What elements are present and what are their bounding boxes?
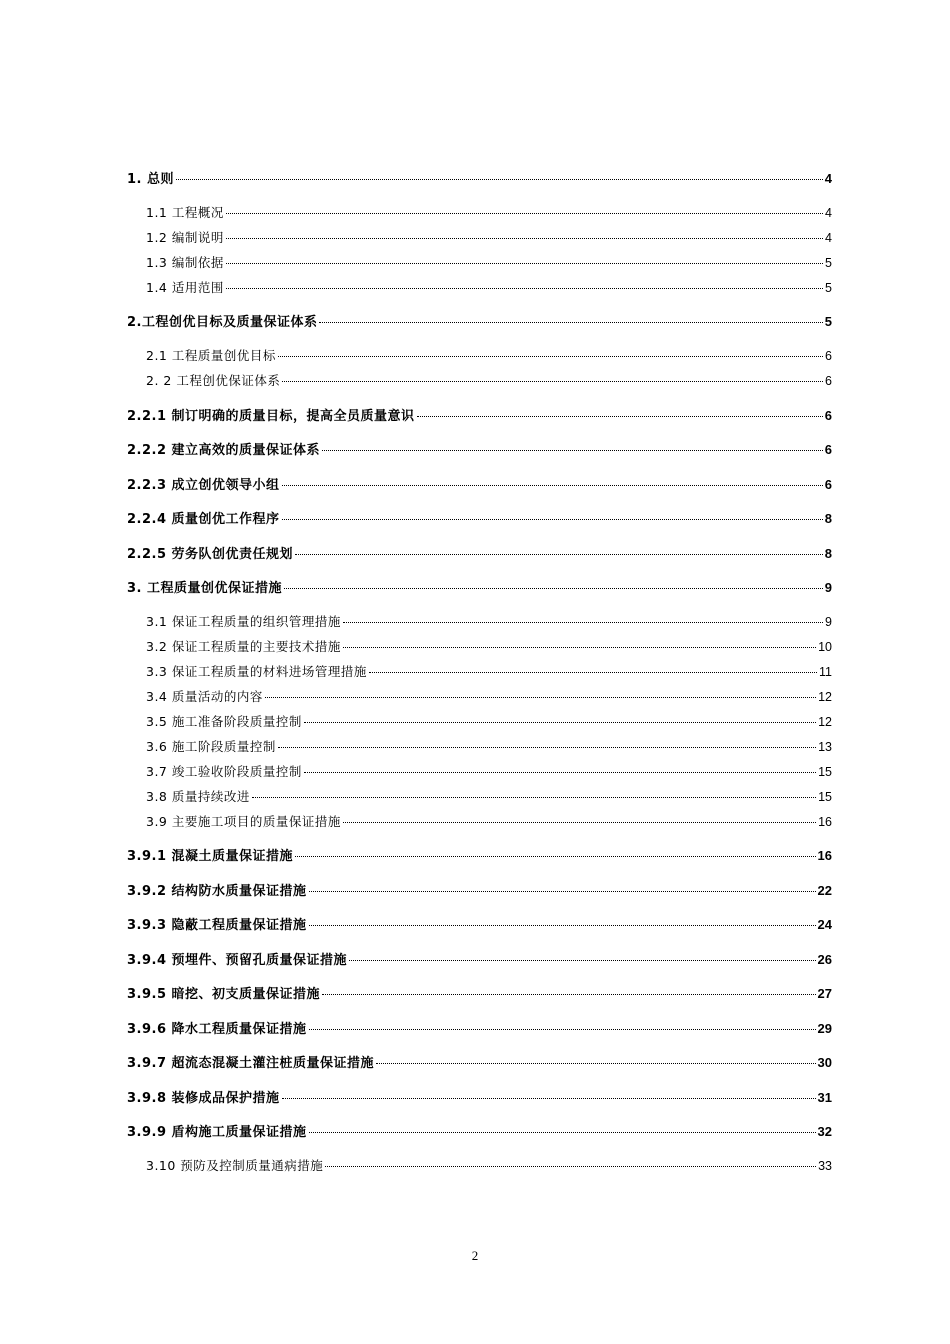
toc-entry-label: 2.2.3 成立创优领导小组 xyxy=(127,478,280,493)
toc-entry-page: 5 xyxy=(825,281,832,295)
toc-entry[interactable] xyxy=(127,545,832,564)
toc-entry-label: 2.1 工程质量创优目标 xyxy=(146,348,276,363)
toc-entry-page: 11 xyxy=(819,665,832,679)
toc-entry-page: 6 xyxy=(825,374,832,388)
toc-leader-dots xyxy=(226,263,823,264)
toc-leader-dots xyxy=(265,697,816,698)
toc-entry-page: 27 xyxy=(817,986,832,1001)
toc-entry-label: 2.工程创优目标及质量保证体系 xyxy=(127,315,318,330)
toc-leader-dots xyxy=(284,588,823,589)
toc-leader-dots xyxy=(343,822,816,823)
toc-entry-label: 3.9.3 隐蔽工程质量保证措施 xyxy=(127,918,307,933)
toc-leader-dots xyxy=(304,722,816,723)
toc-leader-dots xyxy=(319,322,822,323)
toc-leader-dots xyxy=(226,238,823,239)
toc-entry[interactable] xyxy=(146,813,832,831)
toc-leader-dots xyxy=(343,647,816,648)
toc-leader-dots xyxy=(369,672,817,673)
toc-entry-label: 3.9.8 装修成品保护措施 xyxy=(127,1091,280,1106)
toc-entry[interactable] xyxy=(146,688,832,706)
toc-entry-page: 4 xyxy=(824,171,832,186)
toc-entry-label: 3.6 施工阶段质量控制 xyxy=(146,739,276,754)
toc-entry[interactable] xyxy=(127,407,832,426)
toc-entry-page: 5 xyxy=(825,256,832,270)
toc-entry-page: 29 xyxy=(817,1021,832,1036)
toc-entry[interactable] xyxy=(146,713,832,731)
toc-entry-page: 6 xyxy=(824,408,832,423)
toc-entry-label: 1.4 适用范围 xyxy=(146,280,224,295)
toc-leader-dots xyxy=(322,450,823,451)
toc-entry-label: 3.10 预防及控制质量通病措施 xyxy=(146,1158,324,1173)
toc-entry-page: 9 xyxy=(824,580,832,595)
toc-entry-label: 2.2.4 质量创优工作程序 xyxy=(127,512,280,527)
toc-entry-label: 3.9.7 超流态混凝土灌注桩质量保证措施 xyxy=(127,1056,375,1071)
toc-entry-page: 5 xyxy=(824,314,832,329)
toc-entry[interactable] xyxy=(146,788,832,806)
toc-entry-page: 15 xyxy=(818,765,832,779)
toc-entry[interactable] xyxy=(146,638,832,656)
toc-entry-label: 1.3 编制依据 xyxy=(146,255,224,270)
toc-entry[interactable] xyxy=(146,372,832,390)
toc-entry-label: 3.9.1 混凝土质量保证措施 xyxy=(127,849,294,864)
toc-entry-page: 16 xyxy=(818,815,832,829)
toc-leader-dots xyxy=(309,891,816,892)
toc-leader-dots xyxy=(309,1132,816,1133)
toc-entry[interactable] xyxy=(127,510,832,529)
toc-entry[interactable] xyxy=(127,882,832,901)
toc-entry-label: 3.4 质量活动的内容 xyxy=(146,689,263,704)
toc-leader-dots xyxy=(309,1029,816,1030)
toc-entry-label: 3.9 主要施工项目的质量保证措施 xyxy=(146,814,341,829)
toc-entry[interactable] xyxy=(127,313,832,332)
toc-entry[interactable] xyxy=(127,441,832,460)
toc-entry-page: 4 xyxy=(825,231,832,245)
toc-entry-label: 2.2.1 制订明确的质量目标，提高全员质量意识 xyxy=(127,409,415,424)
toc-leader-dots xyxy=(278,747,816,748)
toc-entry-page: 4 xyxy=(825,206,832,220)
toc-entry-page: 6 xyxy=(825,349,832,363)
toc-entry-page: 26 xyxy=(817,952,832,967)
toc-leader-dots xyxy=(417,416,823,417)
toc-entry[interactable] xyxy=(127,1089,832,1108)
toc-entry[interactable] xyxy=(146,1157,832,1175)
toc-leader-dots xyxy=(282,519,823,520)
toc-entry-label: 2.2.2 建立高效的质量保证体系 xyxy=(127,443,321,458)
toc-entry-label: 3.7 竣工验收阶段质量控制 xyxy=(146,764,302,779)
toc-entry[interactable] xyxy=(127,985,832,1004)
toc-entry-page: 32 xyxy=(817,1124,832,1139)
toc-leader-dots xyxy=(278,356,823,357)
toc-leader-dots xyxy=(252,797,816,798)
toc-entry[interactable] xyxy=(146,663,832,681)
toc-entry-label: 3.8 质量持续改进 xyxy=(146,789,250,804)
toc-entry-page: 15 xyxy=(818,790,832,804)
toc-entry-label: 3.2 保证工程质量的主要技术措施 xyxy=(146,639,341,654)
toc-entry[interactable] xyxy=(146,613,832,631)
toc-entry-label: 1.1 工程概况 xyxy=(146,205,224,220)
toc-entry-page: 8 xyxy=(824,546,832,561)
toc-entry[interactable] xyxy=(146,763,832,781)
toc-leader-dots xyxy=(282,485,823,486)
toc-leader-dots xyxy=(295,554,823,555)
page-number: 2 xyxy=(471,1248,479,1263)
toc-leader-dots xyxy=(176,179,823,180)
toc-entry[interactable] xyxy=(127,579,832,598)
toc-leader-dots xyxy=(226,213,823,214)
toc-entry-page: 16 xyxy=(817,848,832,863)
toc-entry-label: 3.9.9 盾构施工质量保证措施 xyxy=(127,1125,307,1140)
toc-leader-dots xyxy=(295,856,815,857)
toc-entry-page: 8 xyxy=(824,511,832,526)
toc-entry-page: 30 xyxy=(817,1055,832,1070)
toc-entry-page: 12 xyxy=(818,715,832,729)
toc-entry-page: 12 xyxy=(818,690,832,704)
toc-leader-dots xyxy=(304,772,816,773)
toc-leader-dots xyxy=(325,1166,816,1167)
toc-entry[interactable] xyxy=(146,229,832,247)
toc-entry-page: 24 xyxy=(817,917,832,932)
toc-leader-dots xyxy=(282,381,823,382)
toc-leader-dots xyxy=(343,622,823,623)
toc-leader-dots xyxy=(349,960,815,961)
toc-entry[interactable] xyxy=(127,476,832,495)
toc-entry-label: 3.3 保证工程质量的材料进场管理措施 xyxy=(146,664,367,679)
toc-leader-dots xyxy=(282,1098,816,1099)
toc-entry[interactable] xyxy=(146,254,832,272)
toc-entry[interactable] xyxy=(146,204,832,222)
toc-entry-page: 31 xyxy=(817,1090,832,1105)
toc-entry[interactable] xyxy=(127,916,832,935)
toc-entry-label: 3. 工程质量创优保证措施 xyxy=(127,581,283,596)
toc-entry[interactable] xyxy=(127,951,832,970)
toc-entry-label: 3.9.5 暗挖、初支质量保证措施 xyxy=(127,987,321,1002)
toc-leader-dots xyxy=(376,1063,815,1064)
toc-entry[interactable] xyxy=(127,170,832,189)
toc-entry-label: 2.2.5 劳务队创优责任规划 xyxy=(127,547,294,562)
toc-entry-page: 10 xyxy=(818,640,832,654)
toc-entry[interactable] xyxy=(146,738,832,756)
toc-entry-page: 22 xyxy=(817,883,832,898)
toc-entry-page: 6 xyxy=(824,442,832,457)
toc-entry-label: 1.2 编制说明 xyxy=(146,230,224,245)
toc-leader-dots xyxy=(309,925,816,926)
toc-leader-dots xyxy=(226,288,823,289)
toc-entry[interactable] xyxy=(127,1020,832,1039)
toc-entry-page: 13 xyxy=(818,740,832,754)
toc-entry[interactable] xyxy=(146,347,832,365)
toc-entry[interactable] xyxy=(127,1123,832,1142)
toc-entry-label: 3.5 施工准备阶段质量控制 xyxy=(146,714,302,729)
toc-entry[interactable] xyxy=(146,279,832,297)
toc-entry-page: 9 xyxy=(825,615,832,629)
toc-entry-label: 3.1 保证工程质量的组织管理措施 xyxy=(146,614,341,629)
toc-entry-label: 3.9.2 结构防水质量保证措施 xyxy=(127,884,307,899)
toc-leader-dots xyxy=(322,994,815,995)
toc-entry-label: 3.9.4 预埋件、预留孔质量保证措施 xyxy=(127,953,348,968)
toc-entry-label: 3.9.6 降水工程质量保证措施 xyxy=(127,1022,307,1037)
toc-entry-label: 2. 2 工程创优保证体系 xyxy=(146,373,281,388)
toc-entry[interactable] xyxy=(127,847,832,866)
toc-entry[interactable] xyxy=(127,1054,832,1073)
toc-entry-label: 1. 总则 xyxy=(127,172,175,187)
toc-entry-page: 33 xyxy=(818,1159,832,1173)
toc-entry-page: 6 xyxy=(824,477,832,492)
